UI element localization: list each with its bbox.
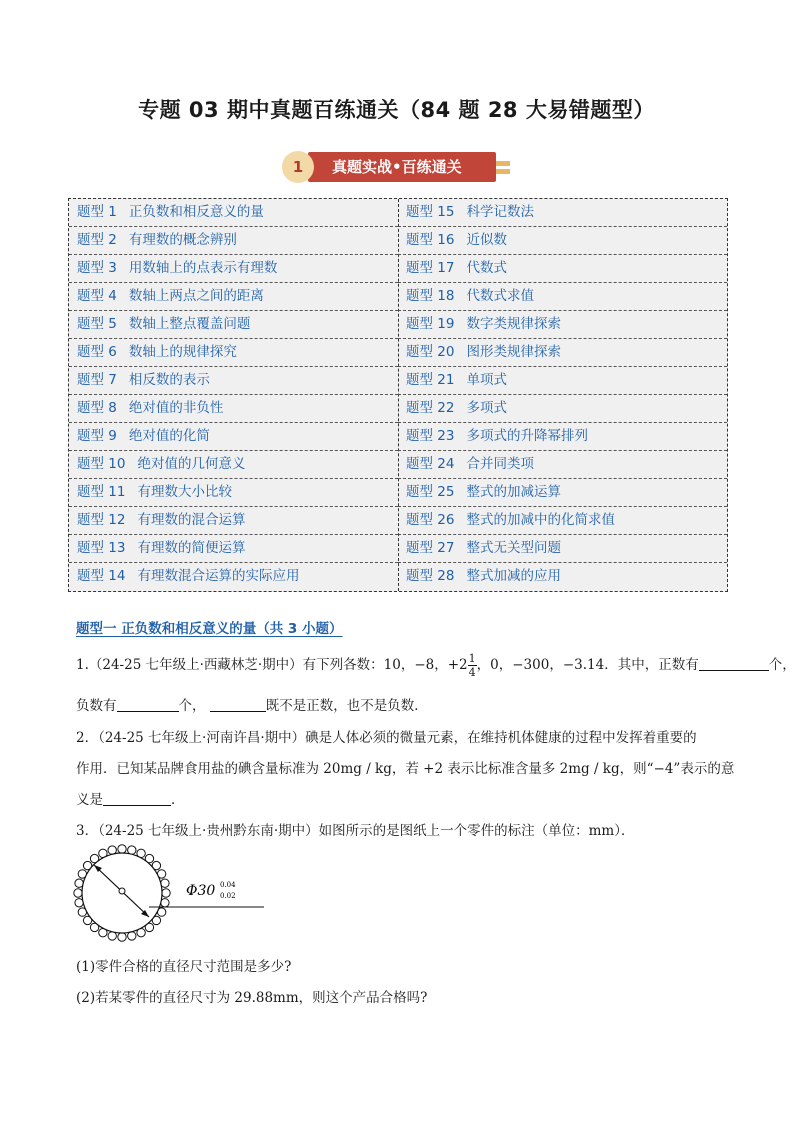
toc-item-text: 有理数混合运算的实际应用 [137, 568, 300, 584]
toc-item-label: 题型 15 [406, 204, 455, 220]
toc-left-column [69, 199, 399, 591]
toc-item-label: 题型 4 [77, 288, 117, 304]
toc-item[interactable] [69, 311, 398, 339]
toc-item-text: 数轴上两点之间的距离 [128, 288, 264, 304]
toc-item-text: 用数轴上的点表示有理数 [128, 260, 278, 276]
toc-item-label: 题型 9 [77, 428, 117, 444]
toc-item[interactable] [69, 227, 398, 255]
toc-item[interactable] [398, 311, 727, 339]
toc-item[interactable] [398, 199, 727, 227]
q2-line-1: 2．（24-25 七年级上·河南许昌·期中）碘是人体必须的微量元素，在维持机体健康的过程中发挥着重要的 [76, 730, 697, 746]
q3-sub-1: (1)零件合格的直径尺寸范围是多少? [76, 959, 292, 975]
toc-item[interactable] [398, 255, 727, 283]
gear-tooth [74, 889, 82, 897]
gear-tooth [118, 845, 126, 853]
q1-frac-den: 4 [468, 666, 476, 679]
toc-item-label: 题型 27 [406, 540, 455, 556]
toc-item[interactable] [69, 479, 398, 507]
toc-item-text: 绝对值的非负性 [128, 400, 224, 416]
toc-item-text: 代数式求值 [466, 288, 534, 304]
banner-number: 1 [282, 151, 314, 183]
toc-table [68, 198, 728, 592]
q1-mid: ，0，−300，−3.14．其中，正数有 [476, 657, 699, 673]
q1-blank-neither[interactable] [210, 697, 266, 712]
section-heading[interactable]: 题型一 正负数和相反意义的量（共 3 小题） [76, 621, 343, 637]
toc-item-label: 题型 21 [406, 372, 455, 388]
toc-item-label: 题型 16 [406, 232, 455, 248]
toc-item-text: 整式加减的应用 [466, 568, 561, 584]
question-1-line-2 [76, 694, 428, 714]
q1-prefix: 1.（24-25 七年级上·西藏林芝·期中）有下列各数：10，−8，+2 [76, 657, 468, 673]
banner-tab-decoration [496, 169, 510, 174]
toc-item-label: 题型 6 [77, 344, 117, 360]
toc-item-label: 题型 11 [77, 484, 126, 500]
toc-item-label: 题型 26 [406, 512, 455, 528]
center-point [119, 888, 125, 894]
question-2-line-3 [76, 788, 185, 808]
toc-item[interactable] [398, 283, 727, 311]
toc-item-text: 绝对值的几何意义 [137, 456, 246, 472]
q2-line-2: 作用．已知某品牌食用盐的碘含量标准为 20mg / kg，若 +2 表示比标准含量多 2mg / kg，则“−4”表示的意 [76, 761, 735, 777]
toc-item[interactable] [69, 423, 398, 451]
q3-sub-2: (2)若某零件的直径尺寸为 29.88mm，则这个产品合格吗? [76, 990, 428, 1006]
toc-item[interactable] [69, 283, 398, 311]
toc-item[interactable] [398, 451, 727, 479]
tolerance-upper: 0.04 [220, 881, 236, 889]
section-banner [282, 148, 514, 188]
toc-item-label: 题型 23 [406, 428, 455, 444]
toc-item[interactable] [398, 535, 727, 563]
q1-line2-c: 既不是正数，也不是负数． [265, 698, 428, 714]
q2-blank[interactable] [103, 791, 171, 806]
toc-item-text: 相反数的表示 [128, 372, 210, 388]
toc-item[interactable] [69, 199, 398, 227]
toc-item-label: 题型 14 [77, 568, 126, 584]
toc-item-label: 题型 8 [77, 400, 117, 416]
toc-item-text: 数轴上的规律探究 [128, 344, 237, 360]
toc-item[interactable] [69, 535, 398, 563]
toc-item-label: 题型 19 [406, 316, 455, 332]
q1-line2-a: 负数有 [76, 698, 117, 714]
toc-item[interactable] [69, 507, 398, 535]
q1-fraction [468, 652, 477, 679]
q2-line3: 义是 [76, 792, 103, 808]
gear-tooth [162, 889, 170, 897]
toc-item-text: 数轴上整点覆盖问题 [128, 316, 251, 332]
toc-item-label: 题型 10 [77, 456, 126, 472]
gear-part-figure [72, 843, 272, 943]
toc-item[interactable] [398, 563, 727, 591]
q3-line-1: 3．（24-25 七年级上·贵州黔东南·期中）如图所示的是图纸上一个零件的标注（单位：mm）． [76, 823, 635, 839]
toc-item-text: 有理数的简便运算 [137, 540, 246, 556]
dimension-label: Φ30 [186, 883, 216, 899]
toc-item-label: 题型 1 [77, 204, 117, 220]
q1-frac-num: 1 [468, 652, 476, 665]
gear-diagram [72, 843, 272, 943]
toc-item-label: 题型 18 [406, 288, 455, 304]
toc-item-label: 题型 7 [77, 372, 117, 388]
toc-item[interactable] [69, 339, 398, 367]
toc-right-column [398, 199, 727, 591]
tolerance-lower: 0.02 [220, 892, 236, 900]
toc-item-text: 单项式 [466, 372, 507, 388]
gear-tooth [118, 933, 126, 941]
toc-item[interactable] [398, 367, 727, 395]
toc-item-text: 代数式 [466, 260, 507, 276]
toc-item-text: 正负数和相反意义的量 [128, 204, 264, 220]
toc-item-label: 题型 12 [77, 512, 126, 528]
toc-item-label: 题型 5 [77, 316, 117, 332]
q1-blank-positive[interactable] [699, 656, 769, 671]
toc-item-label: 题型 24 [406, 456, 455, 472]
toc-item-text: 近似数 [466, 232, 507, 248]
toc-item[interactable] [398, 479, 727, 507]
toc-item[interactable] [398, 423, 727, 451]
toc-item[interactable] [69, 563, 398, 591]
toc-item-label: 题型 22 [406, 400, 455, 416]
q1-line2-b: 个， [178, 698, 206, 714]
toc-item-text: 多项式 [466, 400, 507, 416]
toc-item[interactable] [69, 255, 398, 283]
toc-item-label: 题型 20 [406, 344, 455, 360]
toc-item-text: 数字类规律探索 [466, 316, 561, 332]
toc-item-text: 合并同类项 [466, 456, 534, 472]
toc-item-text: 多项式的升降幂排列 [466, 428, 588, 444]
toc-item[interactable] [398, 339, 727, 367]
banner-label: 真题实战•百练通关 [308, 152, 496, 182]
toc-item-text: 整式的加减运算 [466, 484, 561, 500]
toc-item[interactable] [69, 367, 398, 395]
toc-item-label: 题型 13 [77, 540, 126, 556]
page-title: 专题 03 期中真题百练通关（84 题 28 大易错题型） [138, 98, 655, 122]
toc-item-text: 科学记数法 [466, 204, 534, 220]
toc-item-text: 整式的加减中的化简求值 [466, 512, 615, 528]
toc-item[interactable] [398, 227, 727, 255]
toc-item-text: 有理数的概念辨别 [128, 232, 237, 248]
toc-item[interactable] [398, 395, 727, 423]
q2-line3-end: ． [171, 792, 185, 808]
toc-item-text: 有理数的混合运算 [137, 512, 246, 528]
toc-item-label: 题型 25 [406, 484, 455, 500]
q1-blank-negative[interactable] [117, 697, 179, 712]
toc-item[interactable] [69, 451, 398, 479]
toc-item[interactable] [69, 395, 398, 423]
banner-tab-decoration [496, 161, 510, 166]
toc-item-label: 题型 17 [406, 260, 455, 276]
q1-after1: 个， [768, 657, 796, 673]
toc-item-text: 绝对值的化简 [128, 428, 210, 444]
toc-item-text: 整式无关型问题 [466, 540, 561, 556]
toc-item-text: 图形类规律探索 [466, 344, 561, 360]
toc-item-label: 题型 2 [77, 232, 117, 248]
question-1-line-1 [76, 652, 796, 679]
toc-item-label: 题型 28 [406, 568, 455, 584]
toc-item-text: 有理数大小比较 [137, 484, 232, 500]
toc-item-label: 题型 3 [77, 260, 117, 276]
toc-item[interactable] [398, 507, 727, 535]
